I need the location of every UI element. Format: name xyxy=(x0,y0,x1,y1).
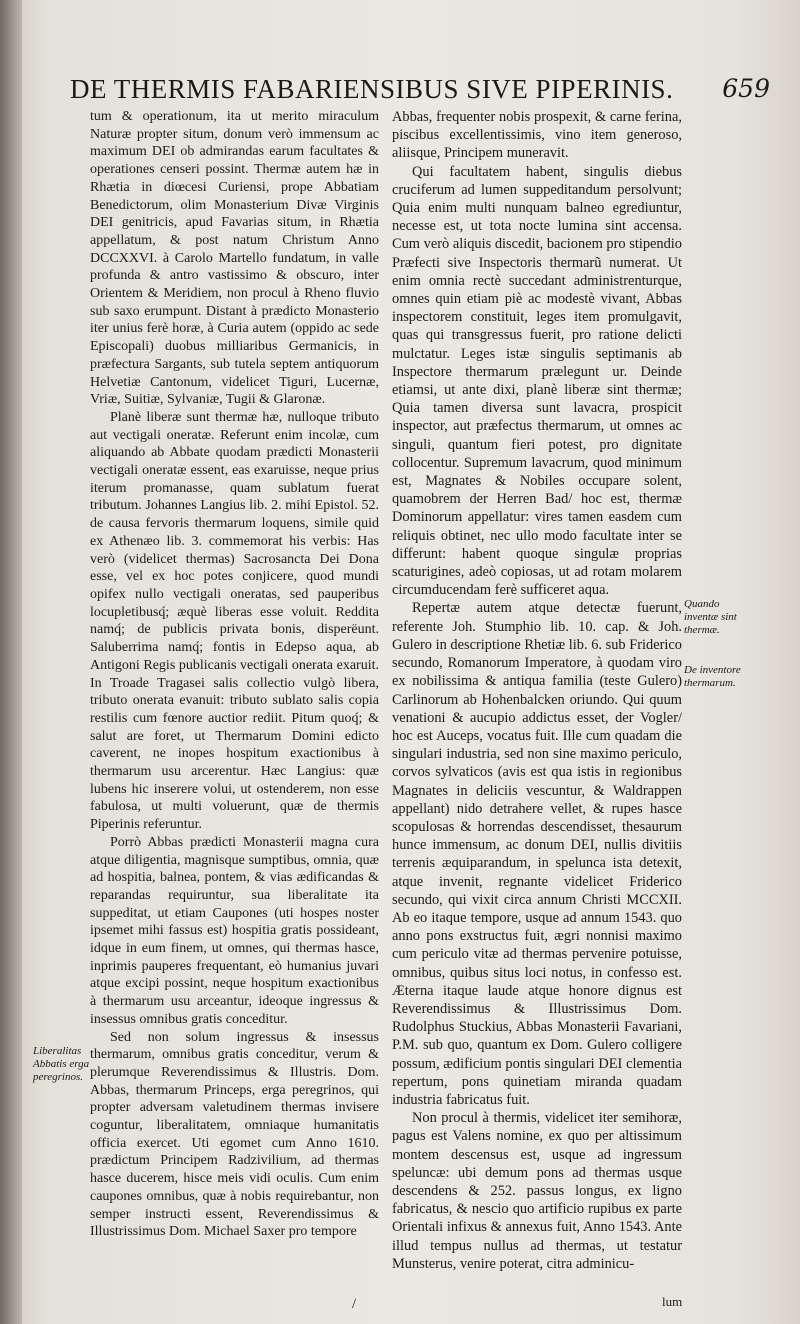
paragraph: Qui facultatem habent, singulis diebus cruciferum ad lumen suppeditandum persolvunt; Quia enim multi nunquam balneo egrediuntur, necesse est, ut tota nocte lumina sint accensa. Cum verò aliquis discedit, bacionem pro stipendio Præfecti sive Inspectoris thermarũ numerat. Ut enim omnia rectè succedant administrenturque, omnes quin etiam piè ac modestè vivant, Abbas inspectorem constituit, leges item promulgavit, quas qui transgressus fuerit, pro ratione delicti mulctatur. Leges istæ singulis septimanis ab Inspectore thermarum prælegunt ur. Deinde etiamsi, ut ante dixi, planè liberæ sint thermæ; Quia tamen diversa sunt lavacra, prospicit inspector, aut præfectus thermarum, ut omnes ac singuli, quantum fieri potest, pro dignitate collocentur. Supremum lavacrum, quod minimum est, Magnates & Nobiles occupare solent, quamobrem der Herren Bad/ hoc est, thermæ Dominorum appellatur: vires tamen easdem cum reliquis obtinet, nec ullo modo facultate inter se differunt: habent quoque singulæ proprias scaturigines, adeò copiosas, ut ad rotam molarem circumducendam ferè sufficeret aqua. xyxy=(392,163,682,599)
paragraph: Planè liberæ sunt thermæ hæ, nulloque tributo aut vectigali oneratæ. Referunt enim incolæ, cum aliquando ab Abbate quodam prædicti Monasterii vectigali oneratæ essent, eas exaruisse, neque prius iterum promanasse, quam sublatum fuerat tributum. Johannes Langius lib. 2. mihi Epistol. 52. de causa fervoris thermarum loquens, simile quid ex Athenæo lib. 3. commemorat his verbis: Has verò (videlicet thermas) Sacrosancta Dei Dona esse, vel ex hoc potes conjicere, quod mundi opifex nullo vectigali oneratas, sed pauperibus locupletibusq́; æquè liberas esse voluit. Reddita namq́; de publicis privata bonis, disperëunt. Saluberrima namq́; fontis in Edepso aqua, ab Antigoni Regis publicanis vectigali onerata exaruit. In Troade Tragasei salis collectio vulgò libera, tributo onerata evanuit: tributo sublato salis copia restilis cum fœnore auctior rediit. Pitum quoq́; & salut are foret, ut Thermarum Domini edicto caverent, ne inopes hospitum exactionibus à thermarum usu arcerentur. Hæc Langius: quæ lubens hic inserere volui, ut ostenderem, non esse fabulosa, ut multi voluerunt, quæ de thermis Piperinis referuntur. xyxy=(90,409,379,833)
running-header xyxy=(70,74,770,108)
page-gutter-shadow xyxy=(0,0,22,1324)
paragraph: tum & operationum, ita ut merito miraculum Naturæ propter situm, donum verò immensum ac maximum DEI ob admirandas earum facultates & operationes censeri possint. Thermæ autem hæ in Rhætia in diœcesi Curiensi, prope Abbatiam Benedictorum, olim Monasterium Divæ Virginis DEI genitricis, apud Favarias situm, in Rhætia appellatum, & post natum Christum Anno DCCXXVI. à Carolo Martello fundatum, in valle profunda & antro vastissimo & obscuro, inter Orientem & Meridiem, non procul à Rheno fluvio sub saxo erumpunt. Distant à prædicto Monasterio iter unius ferè horæ, à Curia autem (oppido ac sede Episcopali) duobus milliaribus Germanicis, in præfectura Sargants, sub tutela septem antiquorum Helvetiæ Cantonum, videlicet Tiguri, Lucernæ, Vriæ, Suitiæ, Sylvaniæ, Tugii & Glaronæ. xyxy=(90,109,379,408)
paragraph: Sed non solum ingressus & insessus thermarum, omnibus gratis conceditur, verum & plerumque Reverendissimus & Illustris. Dom. Abbas, thermarum Princeps, erga peregrinos, qui propter adversam valetudinem thermas invisere coguntur, liberalitatem, omniaque humanitatis officia exercet. Uti egomet cum Anno 1610. prædictum Principem Radzivilium, ad thermas hasce ducerem, hisce meis vidi oculis. Cum enim caupones omnibus, quæ à nobis requirebantur, non semper instructi essent, Reverendissimus & Illustrissimus Dom. Michael Saxer pro tempore xyxy=(90,1029,379,1240)
page-number: 659 xyxy=(722,74,770,103)
signature-mark: / xyxy=(352,1296,357,1312)
running-title: DE THERMIS FABARIENSIBUS SIVE PIPERINIS. xyxy=(70,74,674,104)
paragraph: Repertæ autem atque detectæ fuerunt, referente Joh. Stumphio lib. 10. cap. & Joh. Gulero in descriptione Rhetiæ lib. 6. sub Friderico secundo, Romanorum Imperatore, à quodam viro ex nobilissima & antiqua familia (teste Gulero) Carlinorum ab Hohenbalcken oriundo. Qui quum venationi & aucupio addictus esset, der Vogler/ hoc est Auceps, vocatus fuit. Ille cum quadam die singulari industria, sed non sine maximo periculo, corvos sylvaticos (avis est qua istis in regionibus Magnates in deliciis vescuntur, & Waldrappen appellant) nido detrahere vellet, & rupes hasce scopulosas & horrendas descendisset, thesaurum hunce immensum, ac donum DEI, nullis divitiis terrenis æquiparandum, in spelunca ista detexit, atque invenit, regnante videlicet Friderico secundo, qui vixit circa annum Christi MCCXII. Ab eo itaque tempore, usque ad annum 1543. quo anno pons exstructus fuit, ægri nonnisi maximo cum periculo vitæ ad thermas pervenire potuisse, omnibus, quibus situs loci notus, in confesso est. Æterna itaque laude atque honore dignus est Reverendissimus & Illustrissimus Dom. Rudolphus Stuckius, Abbas Monasterii Favariani, P.M. sub quo, quantum ex Dom. Gulero colligere possum, ædificium pontis singulari DEI clementia repertum, pons quinetiam miranda quadam industria fabricatus fuit. xyxy=(392,600,682,1108)
paragraph: Non procul à thermis, videlicet iter semihoræ, pagus est Valens nomine, ex quo per altissimum montem descensus est, usque ad ingressum speluncæ: ubi demum pons ad thermas usque descendens & 252. passus longus, ex ligno fabricatus, & nescio quo artificio rupibus ex parte Orientali infixus & annexus fuit, Anno 1543. Ante illud tempus nullus ad thermas, ut testatur Munsterus, venire poterat, citra adminicu- xyxy=(392,1110,682,1272)
catchword: lum xyxy=(662,1294,683,1309)
margin-note-liberality: Liberalitas Abbatis erga peregrinos. xyxy=(33,1045,90,1083)
margin-note-discovery: Quando inventæ sint thermæ. xyxy=(684,598,737,636)
paragraph: Porrò Abbas prædicti Monasterii magna cura atque diligentia, magnisque sumptibus, omnia, quæ ad hospitia, balnea, pontem, & vias ædificandas & reparandas requiruntur, sua liberalitate ita suppeditat, ut etiam Caupones (uti hospes noster ipsemet mihi fassus est) hospitia gratis possideant, idque in eum finem, ut omnes, qui thermas hasce, inprimis pauperes frequentant, eò humanius juvari atque excipi possint, neque hospitum exactionibus à thermarum usu arceantur, ideoque ingressus & insessus omnibus gratis conceditur. xyxy=(90,834,379,1027)
left-column xyxy=(90,108,379,1241)
paragraph: Abbas, frequenter nobis prospexit, & carne ferina, piscibus excellentissimis, vino item generoso, aliisque, Principem muneravit. xyxy=(392,109,682,162)
right-column xyxy=(392,108,682,1273)
margin-note-inventor: De inventore thermarum. xyxy=(684,664,741,689)
